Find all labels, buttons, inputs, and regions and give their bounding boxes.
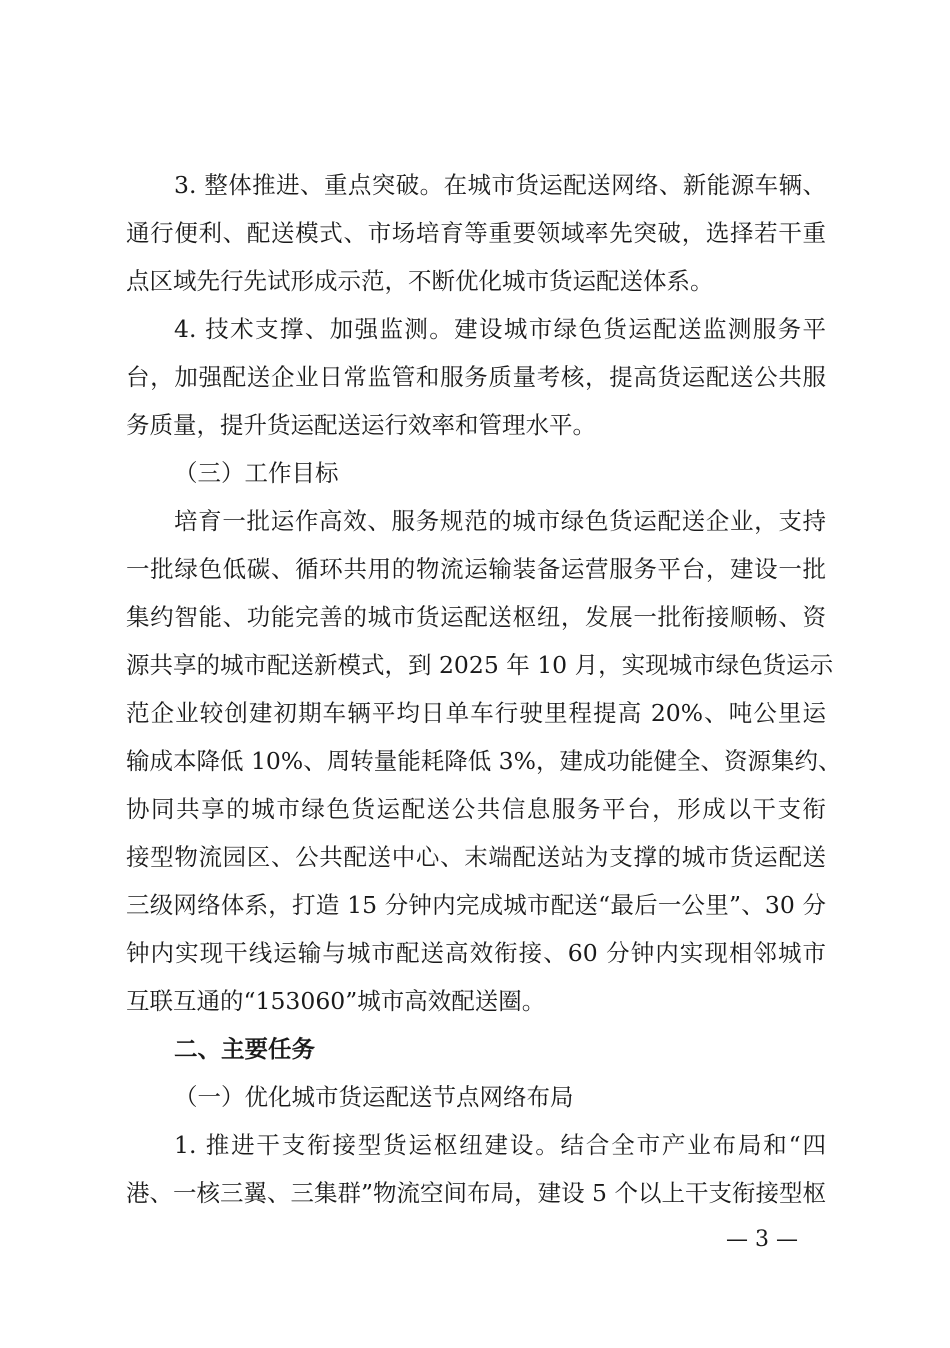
paragraph-task-1-line-1: 1. 推进干支衔接型货运枢纽建设。结合全市产业布局和“四 <box>174 1131 826 1159</box>
paragraph-goals-line-7: 协同共享的城市绿色货运配送公共信息服务平台，形成以干支衔 <box>126 795 826 823</box>
page-number: — 3 — <box>726 1227 798 1252</box>
paragraph-principle-3-line-2: 通行便利、配送模式、市场培育等重要领域率先突破，选择若干重 <box>126 219 826 247</box>
section-heading-work-goals: （三）工作目标 <box>174 459 339 487</box>
paragraph-goals-line-9: 三级网络体系，打造 15 分钟内完成城市配送“最后一公里”、30 分 <box>126 891 826 919</box>
paragraph-task-1-line-2: 港、一核三翼、三集群”物流空间布局，建设 5 个以上干支衔接型枢 <box>126 1179 826 1207</box>
paragraph-goals-line-11: 互联互通的“153060”城市高效配送圈。 <box>126 987 546 1015</box>
paragraph-goals-line-2: 一批绿色低碳、循环共用的物流运输装备运营服务平台，建设一批 <box>126 555 826 583</box>
section-heading-optimize-network: （一）优化城市货运配送节点网络布局 <box>174 1083 574 1111</box>
paragraph-goals-line-6: 输成本降低 10%、周转量能耗降低 3%，建成功能健全、资源集约、 <box>126 747 842 775</box>
paragraph-principle-3-line-1: 3. 整体推进、重点突破。在城市货运配送网络、新能源车辆、 <box>174 171 826 199</box>
paragraph-goals-line-8: 接型物流园区、公共配送中心、末端配送站为支撑的城市货运配送 <box>126 843 826 871</box>
paragraph-goals-line-10: 钟内实现干线运输与城市配送高效衔接、60 分钟内实现相邻城市 <box>126 939 826 967</box>
paragraph-principle-3-line-3: 点区域先行先试形成示范，不断优化城市货运配送体系。 <box>126 267 714 295</box>
paragraph-goals-line-3: 集约智能、功能完善的城市货运配送枢纽，发展一批衔接顺畅、资 <box>126 603 826 631</box>
paragraph-principle-4-line-2: 台，加强配送企业日常监管和服务质量考核，提高货运配送公共服 <box>126 363 826 391</box>
chapter-heading-main-tasks: 二、主要任务 <box>174 1035 315 1063</box>
paragraph-goals-line-5: 范企业较创建初期车辆平均日单车行驶里程提高 20%、吨公里运 <box>126 699 826 727</box>
paragraph-goals-line-4: 源共享的城市配送新模式，到 2025 年 10 月，实现城市绿色货运示 <box>126 651 834 679</box>
paragraph-principle-4-line-1: 4. 技术支撑、加强监测。建设城市绿色货运配送监测服务平 <box>174 315 826 343</box>
paragraph-goals-line-1: 培育一批运作高效、服务规范的城市绿色货运配送企业，支持 <box>174 507 826 535</box>
paragraph-principle-4-line-3: 务质量，提升货运配送运行效率和管理水平。 <box>126 411 596 439</box>
